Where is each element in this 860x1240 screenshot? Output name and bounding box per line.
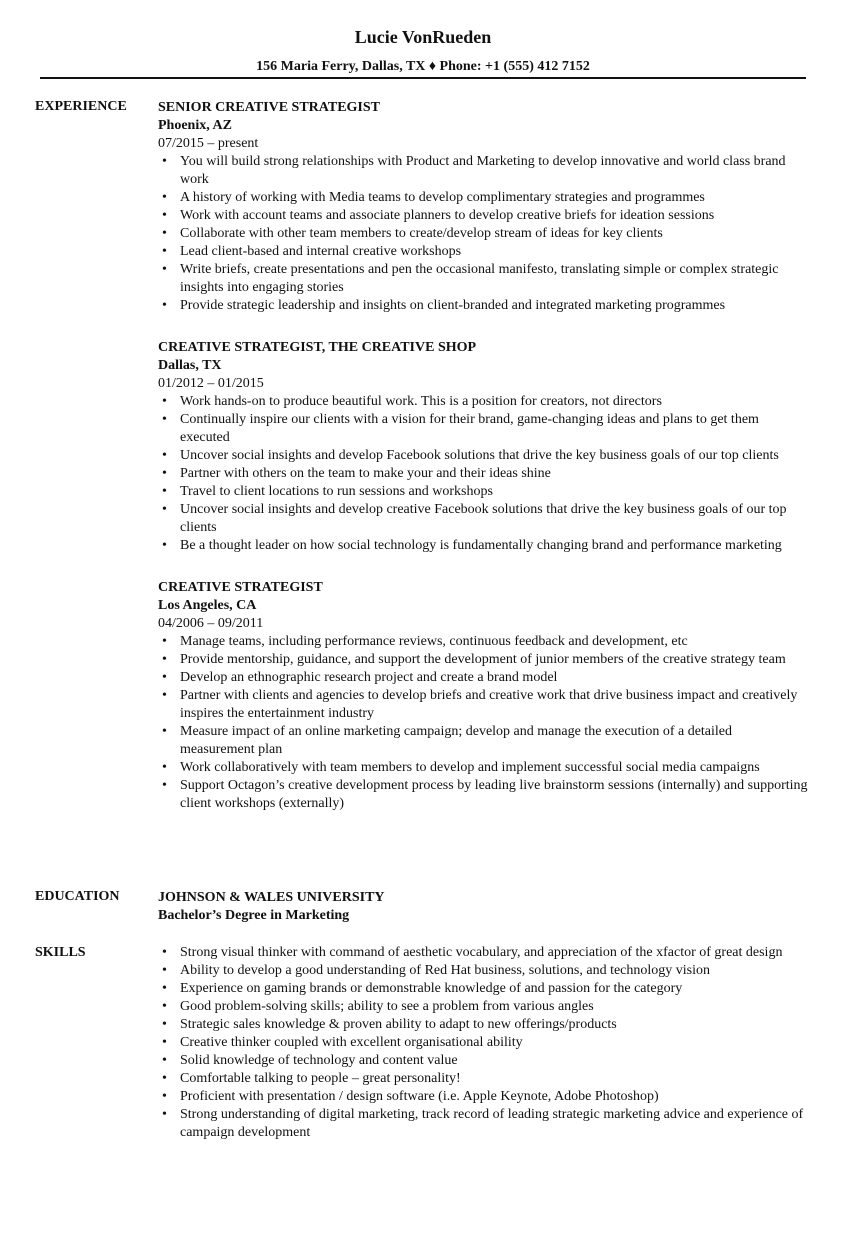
contact-line: 156 Maria Ferry, Dallas, TX ♦ Phone: +1 (555) 412 7152 — [256, 59, 590, 74]
job-bullet: • You will build strong relationships with Product and Marketing to develop innovative and world class brand work — [158, 153, 808, 189]
job-bullets — [158, 633, 808, 813]
skill-item: • Strategic sales knowledge & proven ability to adapt to new offerings/products — [158, 1016, 808, 1034]
job-entry — [158, 579, 808, 813]
job-bullet: • Lead client-based and internal creative workshops — [158, 243, 808, 261]
job-bullet: • Provide mentorship, guidance, and support the development of junior members of the creative strategy team — [158, 651, 808, 669]
header-divider — [40, 77, 806, 79]
job-bullets — [158, 153, 808, 315]
skills-list — [158, 944, 808, 1142]
job-bullet: • Develop an ethnographic research project and create a brand model — [158, 669, 808, 687]
job-bullet: • Travel to client locations to run sessions and workshops — [158, 483, 808, 501]
skill-item: • Solid knowledge of technology and content value — [158, 1052, 808, 1070]
job-dates: 04/2006 – 09/2011 — [158, 616, 264, 631]
education-section-label: EDUCATION — [35, 889, 120, 904]
job-title: SENIOR CREATIVE STRATEGIST — [158, 100, 380, 115]
skills-section-label: SKILLS — [35, 945, 86, 960]
job-bullet: • Measure impact of an online marketing campaign; develop and manage the execution of a detailed measurement plan — [158, 723, 808, 759]
job-bullet: • Partner with clients and agencies to develop briefs and creative work that drive business impact and creatively inspires the entertainment industry — [158, 687, 808, 723]
job-bullet: • Work collaboratively with team members to develop and implement successful social media campaigns — [158, 759, 808, 777]
job-bullet: • Write briefs, create presentations and pen the occasional manifesto, translating simple or complex strategic insights into engaging stories — [158, 261, 808, 297]
resume-header — [40, 26, 806, 76]
job-title: CREATIVE STRATEGIST, THE CREATIVE SHOP — [158, 340, 477, 355]
job-bullet: • Uncover social insights and develop creative Facebook solutions that drive the key business goals of our top clients — [158, 501, 808, 537]
job-dates: 07/2015 – present — [158, 136, 259, 151]
job-bullet: • A history of working with Media teams to develop complimentary strategies and programmes — [158, 189, 808, 207]
job-title: CREATIVE STRATEGIST — [158, 580, 323, 595]
skill-item: • Strong visual thinker with command of aesthetic vocabulary, and appreciation of the xfactor of great design — [158, 944, 808, 962]
skill-item: • Experience on gaming brands or demonstrable knowledge of and passion for the category — [158, 980, 808, 998]
job-bullet: • Support Octagon’s creative development process by leading live brainstorm sessions (internally) and supporting client workshops (externally) — [158, 777, 808, 813]
skill-item: • Comfortable talking to people – great personality! — [158, 1070, 808, 1088]
skill-item: • Proficient with presentation / design software (i.e. Apple Keynote, Adobe Photoshop) — [158, 1088, 808, 1106]
job-location: Dallas, TX — [158, 358, 222, 373]
job-dates: 01/2012 – 01/2015 — [158, 376, 264, 391]
job-bullet: • Provide strategic leadership and insights on client-branded and integrated marketing programmes — [158, 297, 808, 315]
job-bullet: • Manage teams, including performance reviews, continuous feedback and development, etc — [158, 633, 808, 651]
job-bullet: • Collaborate with other team members to create/develop stream of ideas for key clients — [158, 225, 808, 243]
job-bullet: • Partner with others on the team to make your and their ideas shine — [158, 465, 808, 483]
job-bullet: • Work hands-on to produce beautiful work. This is a position for creators, not directors — [158, 393, 808, 411]
skills-bullets — [158, 944, 808, 1142]
job-bullet: • Be a thought leader on how social technology is fundamentally changing brand and performance marketing — [158, 537, 808, 555]
school-name: JOHNSON & WALES UNIVERSITY — [158, 890, 385, 905]
job-bullet: • Work with account teams and associate planners to develop creative briefs for ideation sessions — [158, 207, 808, 225]
skill-item: • Ability to develop a good understanding of Red Hat business, solutions, and technology vision — [158, 962, 808, 980]
experience-list — [158, 99, 808, 813]
experience-section-label: EXPERIENCE — [35, 99, 127, 114]
job-bullet: • Continually inspire our clients with a vision for their brand, game-changing ideas and plans to get them executed — [158, 411, 808, 447]
education-entry — [158, 889, 808, 925]
job-location: Phoenix, AZ — [158, 118, 232, 133]
skill-item: • Good problem-solving skills; ability to see a problem from various angles — [158, 998, 808, 1016]
job-bullet: • Uncover social insights and develop Facebook solutions that drive the key business goals of our top clients — [158, 447, 808, 465]
degree-name: Bachelor’s Degree in Marketing — [158, 908, 350, 923]
skill-item: • Creative thinker coupled with excellent organisational ability — [158, 1034, 808, 1052]
skill-item: • Strong understanding of digital marketing, track record of leading strategic marketing advice and experience of campaign development — [158, 1106, 808, 1142]
candidate-name: Lucie VonRueden — [354, 27, 492, 47]
job-bullets — [158, 393, 808, 555]
job-location: Los Angeles, CA — [158, 598, 257, 613]
job-entry — [158, 339, 808, 555]
job-entry — [158, 99, 808, 315]
